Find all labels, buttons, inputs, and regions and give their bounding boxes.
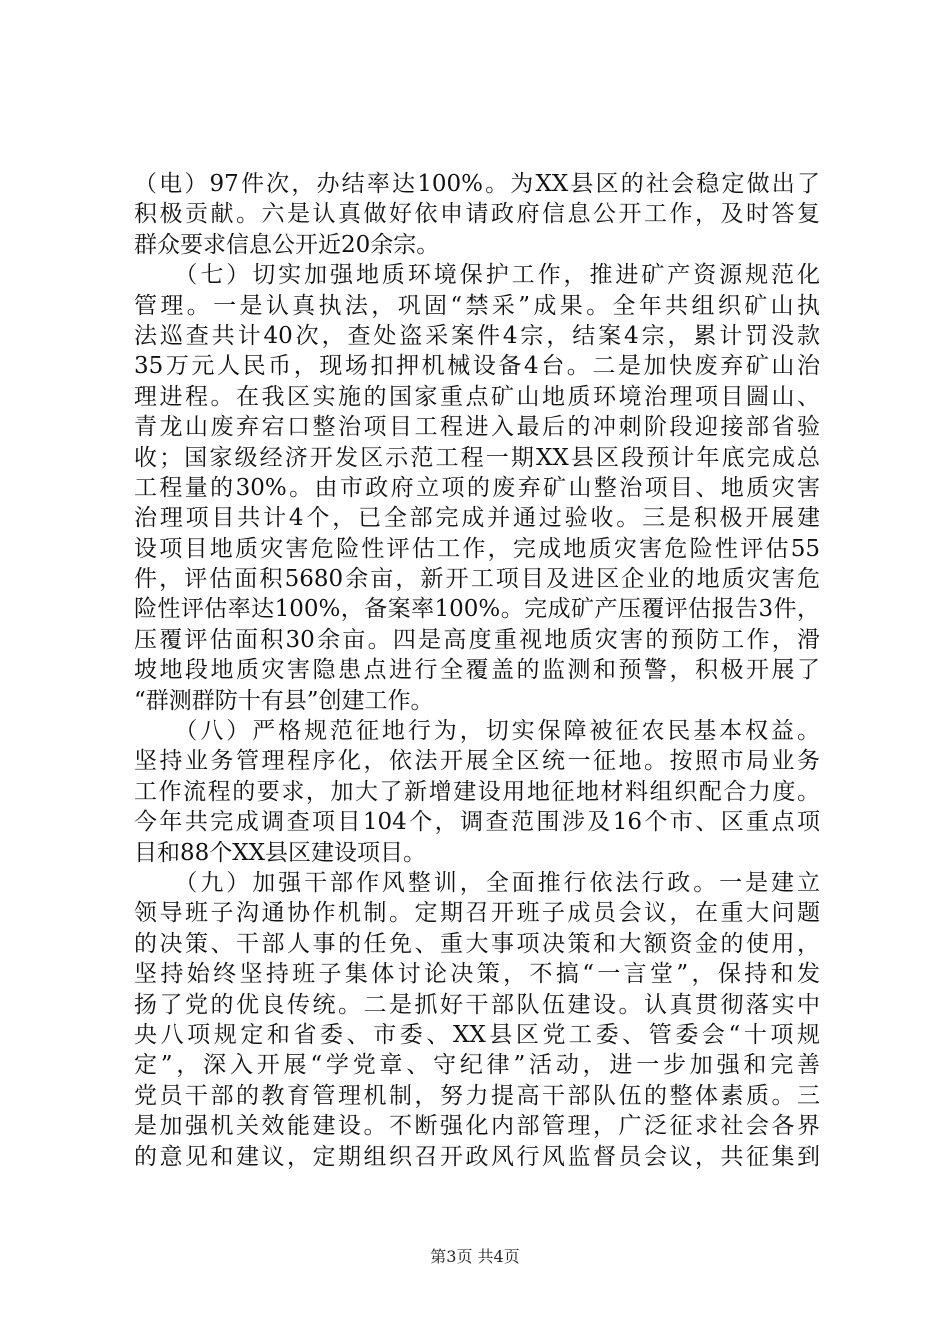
text-line: 是加强机关效能建设。不断强化内部管理，广泛征求社会各界 xyxy=(134,1113,820,1140)
text-line: 理进程。在我区实施的国家重点矿山地质环境治理项目圌山、 xyxy=(134,383,820,410)
text-line: 领导班子沟通协作机制。定期召开班子成员会议，在重大问题 xyxy=(134,900,820,927)
text-line: 的决策、干部人事的任免、重大事项决策和大额资金的使用， xyxy=(134,930,820,957)
text-line: 党员干部的教育管理机制，努力提高干部队伍的整体素质。三 xyxy=(134,1082,820,1109)
text-line: 坡地段地质灾害隐患点进行全覆盖的监测和预警，积极开展了 xyxy=(134,657,820,684)
page-footer: 第3页 共4页 xyxy=(430,1247,520,1266)
text-line: 目和88个XX县区建设项目。 xyxy=(134,839,427,866)
text-line: （七）切实加强地质环境保护工作，推进矿产资源规范化 xyxy=(134,262,820,289)
text-line: （电）97件次，办结率达100%。为XX县区的社会稳定做出了 xyxy=(134,171,820,197)
text-line: 治理项目共计4个，已全部完成并通过验收。三是积极开展建 xyxy=(134,505,820,532)
text-line: 扬了党的优良传统。二是抓好干部队伍建设。认真贯彻落实中 xyxy=(134,991,820,1018)
body-text xyxy=(134,169,820,1172)
text-line: 的意见和建议，定期组织召开政风行风监督员会议，共征集到 xyxy=(134,1143,820,1170)
text-line: 35万元人民币，现场扣押机械设备4台。二是加快废弃矿山治 xyxy=(134,353,820,380)
text-line: 青龙山废弃宕口整治项目工程进入最后的冲刺阶段迎接部省验 xyxy=(134,414,820,441)
text-line: 坚持始终坚持班子集体讨论决策，不搞“一言堂”，保持和发 xyxy=(134,961,820,988)
text-line: 管理。一是认真执法，巩固“禁采”成果。全年共组织矿山执 xyxy=(134,292,820,319)
text-line: 收；国家级经济开发区示范工程一期XX县区段预计年底完成总 xyxy=(134,444,820,471)
text-line: （八）严格规范征地行为，切实保障被征农民基本权益。 xyxy=(134,718,820,745)
text-line: （九）加强干部作风整训，全面推行依法行政。一是建立 xyxy=(134,869,820,896)
text-line: 压覆评估面积30余亩。四是高度重视地质灾害的预防工作，滑 xyxy=(134,626,820,653)
text-line: 积极贡献。六是认真做好依申请政府信息公开工作，及时答复 xyxy=(134,201,820,228)
text-line: 央八项规定和省委、市委、XX县区党工委、管委会“十项规 xyxy=(134,1021,820,1048)
text-line: 坚持业务管理程序化，依法开展全区统一征地。按照市局业务 xyxy=(134,748,820,775)
text-line: 工作流程的要求，加大了新增建设用地征地材料组织配合力度。 xyxy=(134,778,820,805)
text-line: 工程量的30%。由市政府立项的废弃矿山整治项目、地质灾害 xyxy=(134,474,820,501)
text-line: 今年共完成调查项目104个，调查范围涉及16个市、区重点项 xyxy=(134,809,820,836)
text-line: 件，评估面积5680余亩，新开工项目及进区企业的地质灾害危 xyxy=(134,566,820,593)
text-line: 群众要求信息公开近20余宗。 xyxy=(134,231,440,258)
text-line: 险性评估率达100%，备案率100%。完成矿产压覆评估报告3件， xyxy=(134,596,820,623)
text-line: “群测群防十有县”创建工作。 xyxy=(134,687,434,714)
text-line: 定”，深入开展“学党章、守纪律”活动，进一步加强和完善 xyxy=(134,1052,820,1079)
text-line: 设项目地质灾害危险性评估工作，完成地质灾害危险性评估55 xyxy=(134,535,820,562)
text-line: 法巡查共计40次，查处盗采案件4宗，结案4宗，累计罚没款 xyxy=(134,322,820,349)
